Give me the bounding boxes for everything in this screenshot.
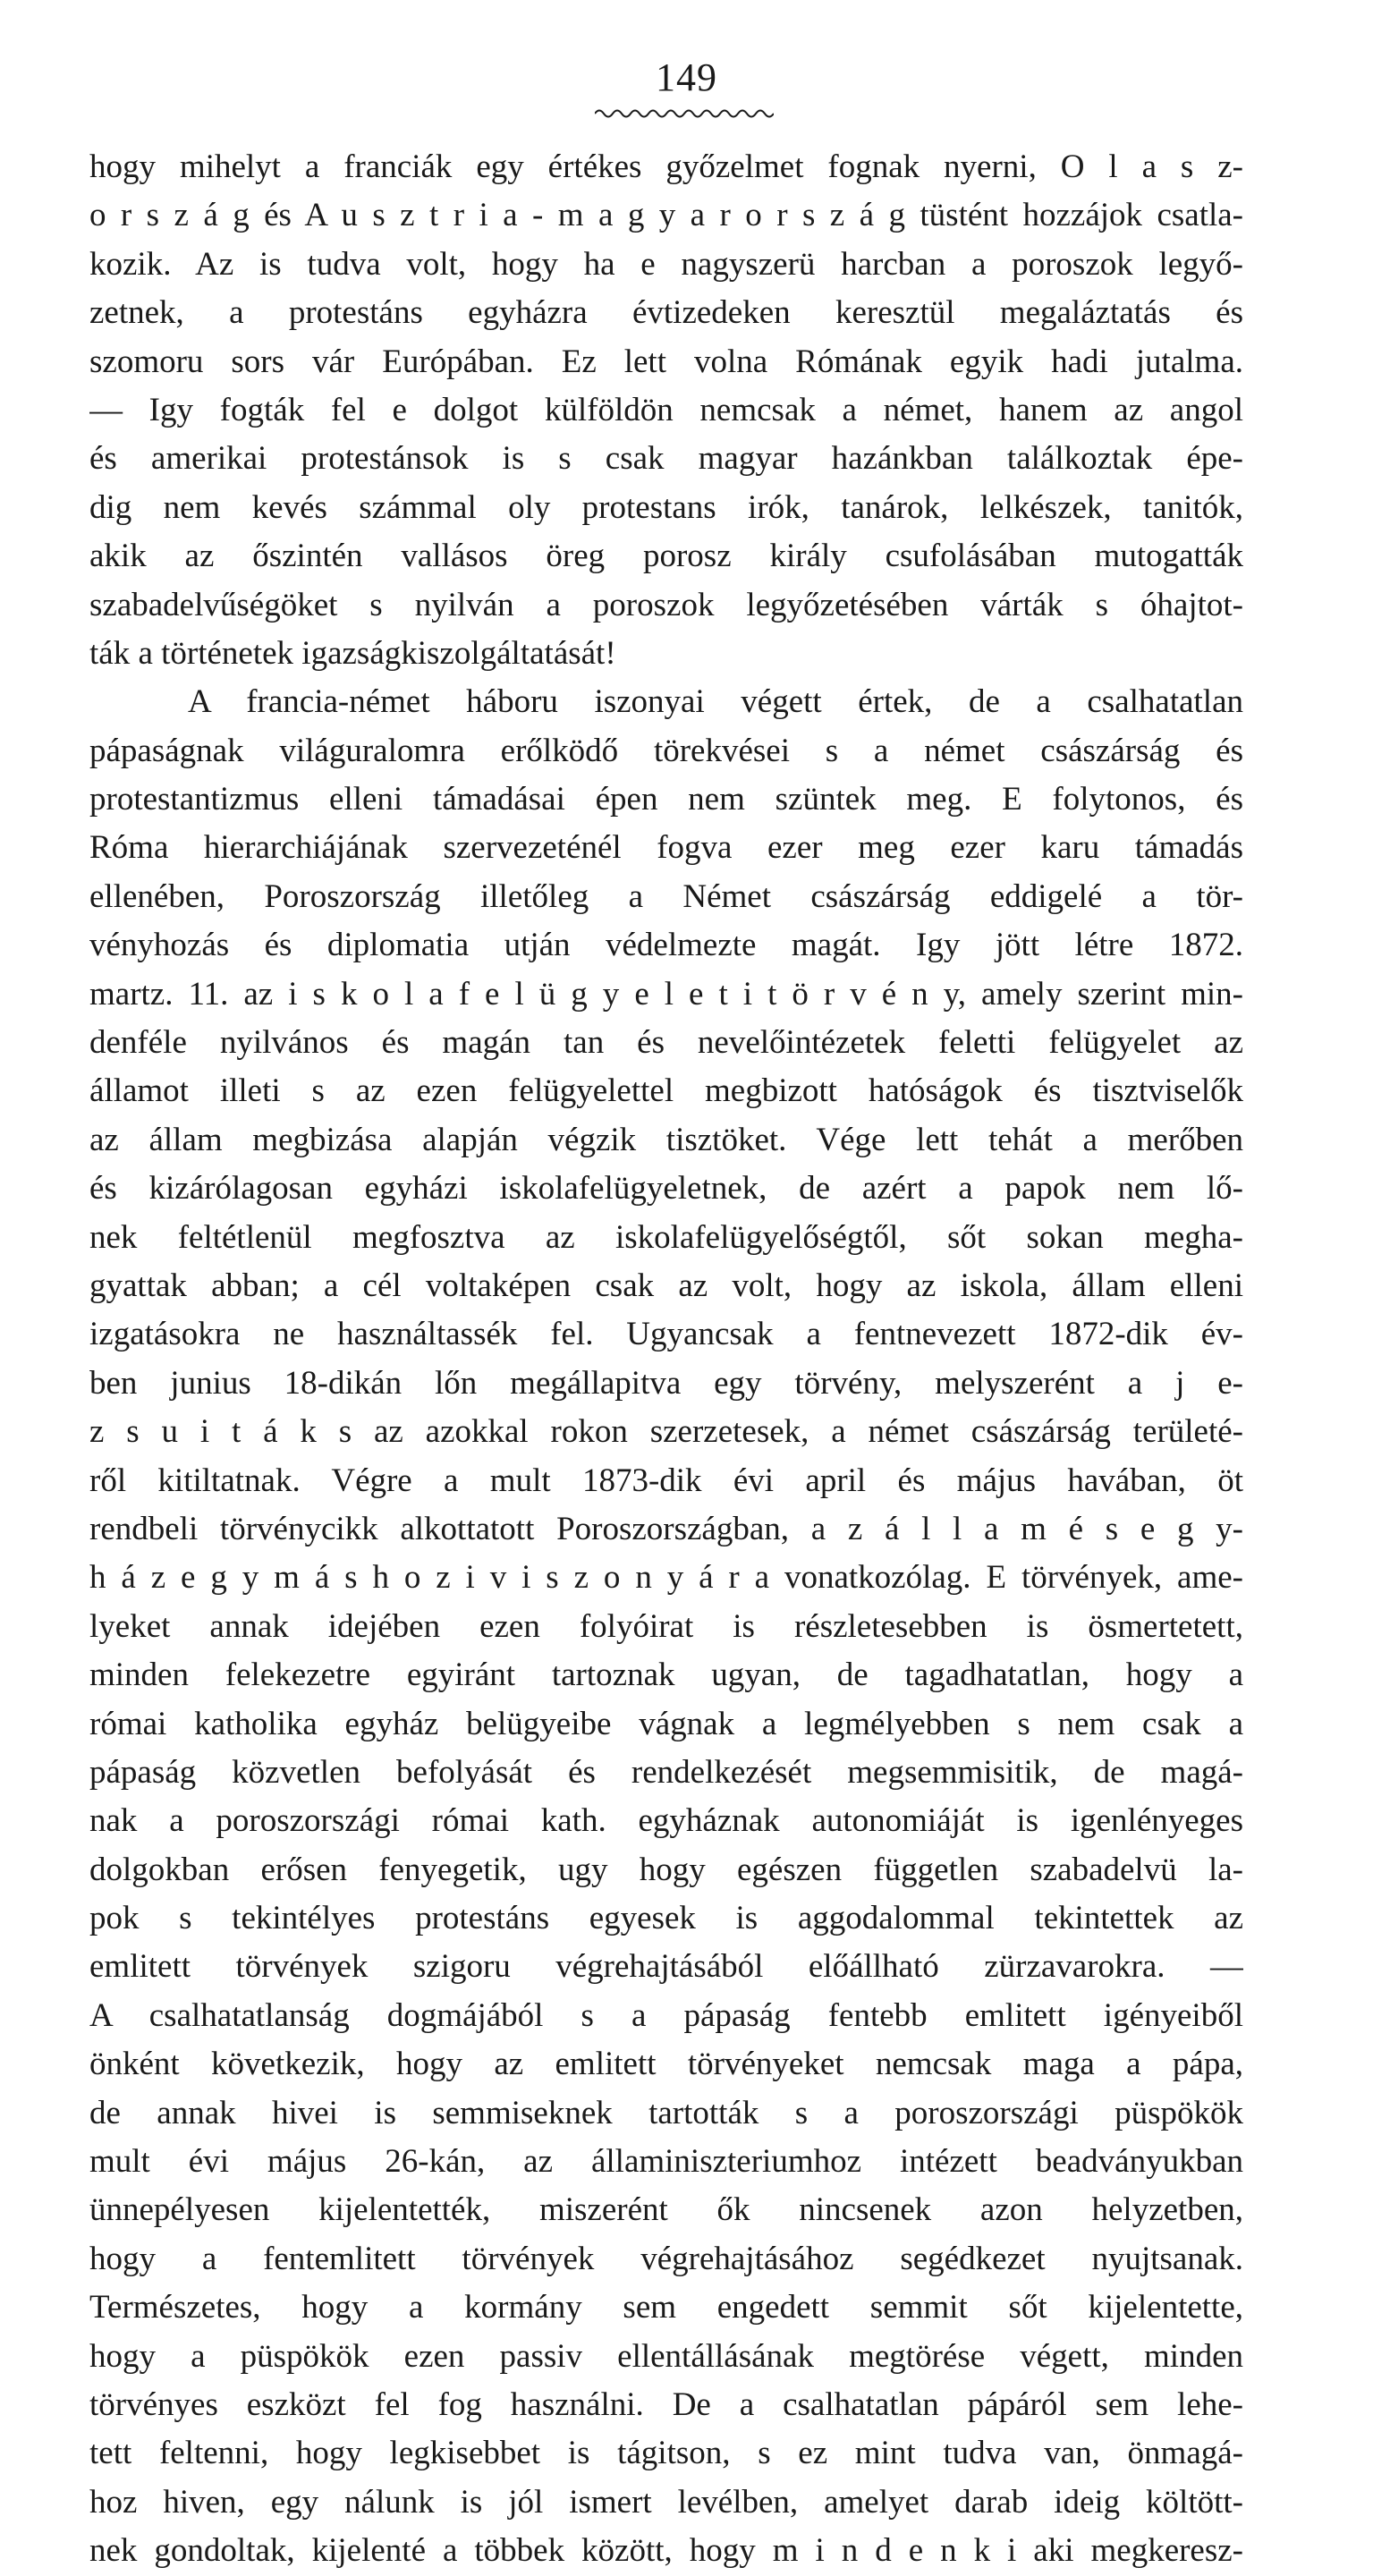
text-line: h á z e g y m á s h o z i v i s z o n y á r a vonatkozólag. E törvények, ame- — [89, 1559, 1243, 1597]
text-line: hogy a püspökök ezen passiv ellentállásának megtörése végett, minden — [89, 2337, 1243, 2375]
text-line: ellenében, Poroszország illetőleg a Német császárság eddigelé a tör- — [89, 877, 1243, 915]
text-line: és amerikai protestánsok is s csak magyar hazánkban találkoztak épe- — [89, 440, 1243, 478]
text-line: ták a történetek igazságkiszolgáltatását! — [89, 634, 616, 672]
text-line: ünnepélyesen kijelentették, miszerént ők nincsenek azon helyzetben, — [89, 2191, 1243, 2229]
text-line: vényhozás és diplomatia utján védelmezte magát. Igy jött létre 1872. — [89, 927, 1243, 964]
text-line: z s u i t á k s az azokkal rokon szerzetesek, a német császárság területé- — [89, 1413, 1243, 1451]
text-line: — Igy fogták fel e dolgot külföldön nemcsak a német, hanem az angol — [89, 391, 1243, 428]
text-line: izgatásokra ne használtassék fel. Ugyancsak a fentnevezett 1872-dik év- — [89, 1316, 1243, 1353]
text-line: denféle nyilvános és magán tan és nevelőintézetek feletti felügyelet az — [89, 1024, 1243, 1062]
text-line: tett feltenni, hogy legkisebbet is tágitson, s ez mint tudva van, önmagá- — [89, 2435, 1243, 2472]
text-line: rendbeli törvénycikk alkottatott Poroszországban, a z á l l a m é s e g y- — [89, 1510, 1243, 1547]
text-line: államot illeti s az ezen felügyelettel megbizott hatóságok és tisztviselők — [89, 1072, 1243, 1110]
text-line: A francia-német háboru iszonyai végett értek, de a csalhatatlan — [188, 683, 1243, 721]
text-line: nak a poroszországi római kath. egyháznak autonomiáját is igenlényeges — [89, 1802, 1243, 1840]
text-line: hogy mihelyt a franciák egy értékes győzelmet fognak nyerni, O l a s z- — [89, 148, 1243, 185]
text-line: mult évi május 26-kán, az államiniszteriumhoz intézett beadványukban — [89, 2143, 1243, 2181]
text-line: akik az őszintén vallásos öreg porosz király csufolásában mutogatták — [89, 538, 1243, 575]
text-line: pok s tekintélyes protestáns egyesek is aggodalommal tekintettek az — [89, 1900, 1243, 1937]
page-number: 149 — [656, 55, 717, 99]
text-line: hoz hiven, egy nálunk is jól ismert levélben, amelyet darab ideig költött- — [89, 2483, 1243, 2521]
text-line: gyattak abban; a cél voltaképen csak az volt, hogy az iskola, állam elleni — [89, 1267, 1243, 1304]
text-line: protestantizmus elleni támadásai épen nem szüntek meg. E folytonos, és — [89, 781, 1243, 818]
text-line: szomoru sors vár Európában. Ez lett volna Rómának egyik hadi jutalma. — [89, 343, 1243, 380]
text-line: lyeket annak idejében ezen folyóirat is részletesebben is ösmertetett, — [89, 1607, 1243, 1645]
text-line: és kizárólagosan egyházi iskolafelügyeletnek, de azért a papok nem lő- — [89, 1170, 1243, 1208]
text-line: önként következik, hogy az emlitett törvényeket nemcsak maga a pápa, — [89, 2046, 1243, 2083]
text-line: ről kitiltatnak. Végre a mult 1873-dik évi april és május havában, öt — [89, 1462, 1243, 1499]
text-line: zetnek, a protestáns egyházra évtizedeken keresztül megaláztatás és — [89, 294, 1243, 332]
text-line: kozik. Az is tudva volt, hogy ha e nagyszerü harcban a poroszok legyő- — [89, 245, 1243, 283]
text-line: pápaság közvetlen befolyását és rendelkezését megsemmisitik, de magá- — [89, 1753, 1243, 1791]
text-line: minden felekezetre egyiránt tartoznak ugyan, de tagadhatatlan, hogy a — [89, 1657, 1243, 1694]
text-line: törvényes eszközt fel fog használni. De a csalhatatlan pápáról sem lehe- — [89, 2385, 1243, 2423]
text-line: Róma hierarchiájának szervezeténél fogva ezer meg ezer karu támadás — [89, 829, 1243, 867]
text-line: pápaságnak világuralomra erőlködő törekvései s a német császárság és — [89, 732, 1243, 769]
text-line: Természetes, hogy a kormány sem engedett semmit sőt kijelentette, — [89, 2289, 1243, 2326]
text-line: ben junius 18-dikán lőn megállapitva egy törvény, melyszerént a j e- — [89, 1364, 1243, 1402]
text-line: ́martz. 11. az i s k o l a f e l ü g y e l e t i t ö r v é n y, amely szerint min- — [89, 975, 1243, 1013]
text-line: hogy a fentemlitett törvények végrehajtásához segédkezet nyujtsanak. — [89, 2240, 1243, 2277]
text-line: A csalhatatlanság dogmájából s a pápaság fentebb emlitett igényeiből — [89, 1996, 1243, 2034]
text-line: szabadelvűségöket s nyilván a poroszok legyőzetésében várták s óhajtot- — [89, 586, 1243, 623]
text-line: nek gondoltak, kijelenté a többek között, hogy m i n d e n k i aki megkeresz- — [89, 2532, 1243, 2570]
text-line: dig nem kevés számmal oly protestans irók, tanárok, lelkészek, tanitók, — [89, 488, 1243, 526]
text-line: az állam megbizása alapján végzik tisztöket. Vége lett tehát a merőben — [89, 1121, 1243, 1158]
text-line: o r s z á g és A u s z t r i a - m a g y a r o r s z á g tüstént hozzájok csatla- — [89, 197, 1243, 234]
wavy-underline-ornament — [595, 107, 774, 120]
text-line: dolgokban erősen fenyegetik, ugy hogy egészen független szabadelvü la- — [89, 1851, 1243, 1888]
text-line: de annak hivei is semmiseknek tartották s a poroszországi püspökök — [89, 2094, 1243, 2131]
text-line: római katholika egyház belügyeibe vágnak a legmélyebben s nem csak a — [89, 1705, 1243, 1742]
body-text — [89, 143, 1243, 2576]
text-line: emlitett törvények szigoru végrehajtásából előállható zürzavarokra. — — [89, 1948, 1243, 1986]
text-line: nek feltétlenül megfosztva az iskolafelügyelőségtől, sőt sokan megha- — [89, 1218, 1243, 1256]
